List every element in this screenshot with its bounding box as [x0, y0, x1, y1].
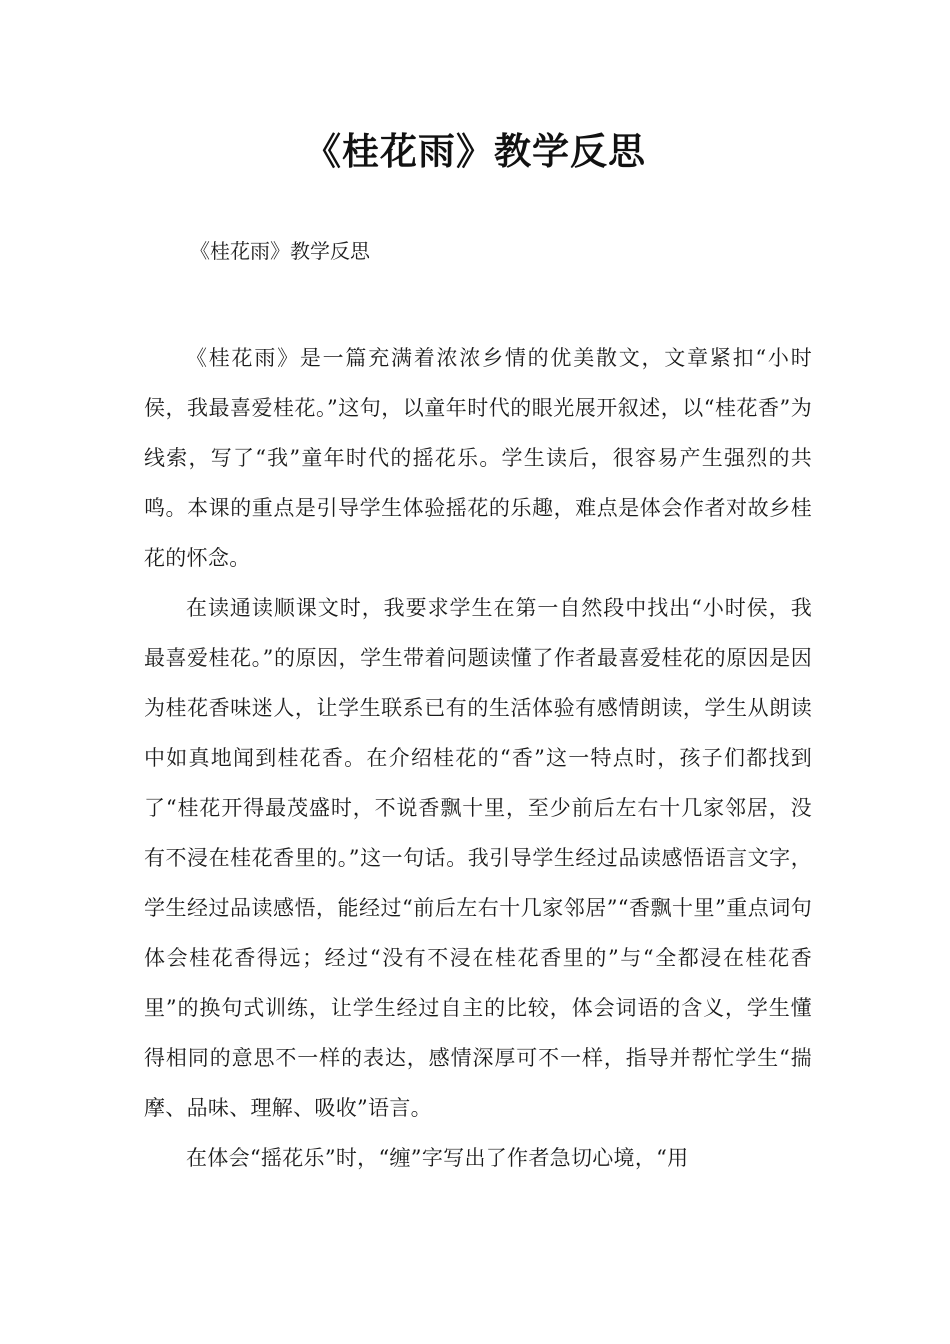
document-subtitle: 《桂花雨》教学反思	[190, 239, 370, 263]
paragraph-2: 在读通读顺课文时，我要求学生在第一自然段中找出“小时侯，我最喜爱桂花。”的原因，学生带着问题读懂了作者最喜爱桂花的原因是因为桂花香味迷人，让学生联系已有的生活体验有感情朗读，学生从朗读中如真地闻到桂花香。在介绍桂花的“香”这一特点时，孩子们都找到了“桂花开得最茂盛时，不说香飘十里，至少前后左右十几家邻居，没有不浸在桂花香里的。”这一句话。我引导学生经过品读感悟语言文字，学生经过品读感悟，能经过“前后左右十几家邻居”“香飘十里”重点词句体会桂花香得远；经过“没有不浸在桂花香里的”与“全都浸在桂花香里”的换句式训练，让学生经过自主的比较，体会词语的含义，学生懂得相同的意思不一样的表达，感情深厚可不一样，指导并帮忙学生“揣摩、品味、理解、吸收”语言。	[144, 596, 812, 1120]
paragraph-3: 在体会“摇花乐”时，“缠”字写出了作者急切心境，“用	[186, 1146, 689, 1170]
document-title: 《桂花雨》教学反思	[304, 130, 646, 173]
document-body	[144, 333, 812, 1183]
paragraph-1: 《桂花雨》是一篇充满着浓浓乡情的优美散文，文章紧扣“小时侯，我最喜爱桂花。”这句，以童年时代的眼光展开叙述，以“桂花香”为线索，写了“我”童年时代的摇花乐。学生读后，很容易产生强烈的共鸣。本课的重点是引导学生体验摇花的乐趣，难点是体会作者对故乡桂花的怀念。	[144, 346, 812, 570]
